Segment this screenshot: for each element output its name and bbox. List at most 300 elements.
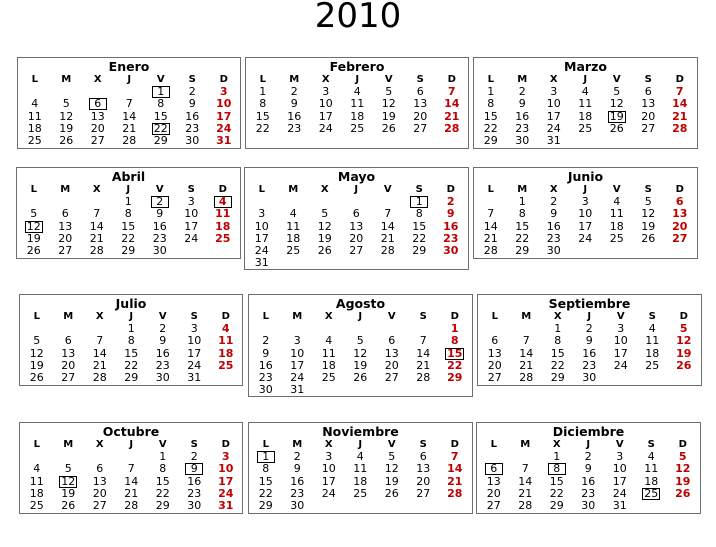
day-number: 24 [612, 486, 627, 500]
day-number: 19 [61, 486, 76, 500]
day-cell [81, 208, 113, 220]
day-cell [250, 348, 282, 360]
day-cell [179, 476, 211, 488]
day-number: 17 [187, 346, 202, 360]
day-cell [53, 463, 85, 475]
month-name: Junio [567, 169, 604, 184]
day-number: 22 [153, 121, 168, 135]
day-number: 2 [188, 85, 196, 99]
day-cell [542, 335, 574, 347]
day-number: 1 [487, 85, 495, 99]
day-number: 19 [384, 474, 399, 488]
day-number: 28 [89, 243, 104, 257]
day-number: 17 [318, 109, 333, 123]
day-number: 1 [159, 450, 167, 464]
day-number: 4 [353, 85, 361, 99]
weekday-header: S [647, 439, 655, 450]
day-cell [604, 500, 636, 512]
weekday-header: L [259, 74, 266, 85]
day-cell [668, 348, 700, 360]
day-number: 29 [549, 498, 564, 512]
weekday-header: J [583, 74, 588, 85]
day-cell [250, 476, 282, 488]
day-number: 1 [127, 322, 135, 336]
day-number: 14 [416, 346, 431, 360]
day-number: 12 [675, 462, 691, 476]
day-cell [408, 476, 440, 488]
day-cell [439, 463, 471, 475]
day-cell [81, 221, 113, 233]
day-cell [475, 135, 507, 147]
day-number: 10 [216, 97, 232, 111]
day-cell [439, 476, 471, 488]
day-cell [664, 233, 696, 245]
day-number: 12 [59, 109, 74, 123]
day-number: 13 [61, 346, 76, 360]
day-number: 27 [487, 370, 502, 384]
day-number: 20 [416, 474, 431, 488]
day-cell [309, 208, 341, 220]
day-number: 30 [582, 370, 597, 384]
day-cell-marked [439, 348, 471, 360]
day-number: 2 [190, 450, 198, 464]
day-cell [475, 245, 507, 257]
weekday-header: L [30, 184, 37, 195]
day-number: 10 [290, 346, 305, 360]
day-number: 11 [29, 474, 44, 488]
day-cell [84, 348, 116, 360]
day-number: 29 [153, 133, 168, 147]
day-cell [21, 348, 53, 360]
day-cell [113, 245, 145, 257]
day-cell [541, 476, 573, 488]
day-cell [570, 221, 602, 233]
weekday-header: D [675, 184, 684, 195]
day-number: 3 [322, 85, 330, 99]
day-cell [408, 488, 440, 500]
day-number: 21 [89, 231, 104, 245]
day-number: 4 [581, 85, 589, 99]
day-number: 1 [553, 450, 561, 464]
weekday-header: L [31, 74, 38, 85]
day-number: 9 [159, 334, 167, 348]
day-number: 9 [262, 346, 270, 360]
day-number: 4 [31, 97, 39, 111]
day-cell [210, 335, 242, 347]
day-cell [667, 476, 699, 488]
day-cell [179, 372, 211, 384]
day-number: 7 [447, 85, 456, 99]
day-number: 28 [122, 133, 137, 147]
day-cell [664, 111, 696, 123]
day-number: 26 [381, 121, 396, 135]
day-number: 19 [609, 109, 624, 123]
day-number: 12 [676, 334, 692, 348]
day-cell [145, 111, 177, 123]
day-cell [510, 476, 542, 488]
day-number: 14 [124, 474, 139, 488]
month-name: Abril [111, 169, 146, 184]
day-cell [507, 98, 539, 110]
day-cell [207, 233, 239, 245]
day-cell [570, 233, 602, 245]
day-cell [208, 111, 240, 123]
day-cell [574, 348, 606, 360]
day-number: 21 [447, 474, 463, 488]
day-number: 29 [258, 498, 273, 512]
day-cell [247, 111, 279, 123]
day-number: 1 [258, 452, 274, 462]
weekday-header: X [92, 184, 101, 195]
day-cell [478, 476, 510, 488]
day-number: 24 [290, 370, 305, 384]
day-cell [313, 488, 345, 500]
day-cell [511, 335, 543, 347]
day-cell [408, 372, 440, 384]
day-number: 3 [581, 195, 589, 209]
day-cell [345, 372, 377, 384]
day-number: 15 [153, 109, 168, 123]
weekday-header: D [678, 439, 687, 450]
day-number: 3 [617, 322, 625, 336]
day-cell [310, 111, 342, 123]
day-number: 23 [185, 121, 200, 135]
day-cell [53, 372, 85, 384]
day-cell [538, 98, 570, 110]
day-number: 8 [259, 97, 267, 111]
day-grid [21, 439, 242, 512]
day-number: 22 [258, 486, 273, 500]
day-cell [373, 111, 405, 123]
day-cell [507, 245, 539, 257]
weekday-header: V [615, 439, 624, 450]
day-number: 19 [26, 231, 41, 245]
day-number: 25 [29, 498, 44, 512]
weekday-header: D [218, 184, 227, 195]
day-number: 28 [483, 243, 498, 257]
month-name: Noviembre [322, 424, 399, 439]
day-cell [177, 135, 209, 147]
day-cell [250, 335, 282, 347]
weekday-header: V [612, 74, 621, 85]
day-cell [637, 335, 669, 347]
day-number: 17 [218, 474, 234, 488]
day-cell [210, 463, 242, 475]
day-number: 30 [443, 243, 459, 257]
day-number: 20 [349, 231, 364, 245]
day-number: 27 [92, 498, 107, 512]
day-cell [345, 476, 377, 488]
day-cell [282, 384, 314, 396]
day-number: 17 [613, 346, 628, 360]
day-number: 28 [444, 121, 460, 135]
day-number: 20 [90, 121, 105, 135]
day-number: 4 [325, 334, 333, 348]
day-number: 18 [644, 474, 659, 488]
day-cell [404, 245, 436, 257]
day-number: 8 [262, 462, 270, 476]
day-cell [19, 135, 51, 147]
day-cell [376, 463, 408, 475]
day-number: 16 [258, 358, 273, 372]
day-cell [633, 123, 665, 135]
day-cell [570, 123, 602, 135]
day-number: 22 [255, 121, 270, 135]
day-cell [479, 372, 511, 384]
day-number: 22 [155, 486, 170, 500]
day-cell [116, 372, 148, 384]
day-number: 23 [290, 486, 305, 500]
day-cell [341, 208, 373, 220]
day-number: 26 [317, 243, 332, 257]
day-number: 7 [96, 334, 104, 348]
day-number: 28 [124, 498, 139, 512]
day-number: 21 [519, 358, 534, 372]
day-number: 10 [187, 334, 202, 348]
day-number: 28 [518, 498, 533, 512]
day-number: 24 [613, 358, 628, 372]
day-number: 4 [289, 207, 297, 221]
weekday-header: V [156, 74, 165, 85]
day-number: 8 [159, 462, 167, 476]
day-number: 1 [411, 197, 427, 207]
day-number: 17 [321, 474, 336, 488]
day-number: 26 [59, 133, 74, 147]
weekday-header: D [450, 439, 459, 450]
day-number: 3 [190, 322, 198, 336]
day-number: 19 [641, 219, 656, 233]
day-number: 24 [318, 121, 333, 135]
weekday-header: M [517, 184, 528, 195]
day-number: 13 [641, 97, 656, 111]
day-number: 20 [92, 486, 107, 500]
day-number: 8 [450, 334, 459, 348]
day-number: 10 [254, 219, 269, 233]
day-number: 6 [416, 85, 424, 99]
weekday-header: D [221, 439, 230, 450]
day-number: 25 [609, 231, 624, 245]
day-cell [408, 463, 440, 475]
day-number: 11 [286, 219, 301, 233]
weekday-header: L [487, 184, 494, 195]
day-cell [81, 245, 113, 257]
day-cell [246, 221, 278, 233]
day-cell [511, 372, 543, 384]
day-number: 22 [549, 486, 564, 500]
day-cell [145, 98, 177, 110]
day-number: 20 [58, 231, 73, 245]
day-cell [601, 221, 633, 233]
weekday-header: X [320, 184, 329, 195]
day-grid [18, 184, 240, 257]
day-number: 30 [290, 498, 305, 512]
day-number: 24 [546, 121, 561, 135]
day-cell [633, 208, 665, 220]
day-cell [144, 245, 176, 257]
day-cell [342, 98, 374, 110]
day-cell [21, 463, 53, 475]
day-number: 14 [518, 474, 533, 488]
month-enero [17, 57, 241, 149]
day-number: 30 [187, 498, 202, 512]
day-cell [435, 208, 467, 220]
day-number: 9 [290, 97, 298, 111]
day-cell [177, 98, 209, 110]
day-cell [475, 221, 507, 233]
weekday-header: M [292, 311, 303, 322]
weekday-header: S [419, 439, 427, 450]
month-name: Octubre [102, 424, 160, 439]
day-cell [19, 111, 51, 123]
day-cell [510, 500, 542, 512]
day-number: 2 [159, 322, 167, 336]
day-number: 30 [546, 243, 561, 257]
weekday-header: J [129, 439, 134, 450]
day-cell [538, 135, 570, 147]
day-number: 13 [90, 109, 105, 123]
day-number: 16 [582, 346, 597, 360]
day-number: 31 [218, 498, 234, 512]
day-number: 6 [90, 99, 106, 109]
weekday-header: L [490, 439, 497, 450]
day-cell [668, 360, 700, 372]
day-number: 10 [321, 462, 336, 476]
weekday-header: M [289, 74, 300, 85]
day-number: 21 [483, 231, 498, 245]
day-cell [113, 221, 145, 233]
day-cell [278, 245, 310, 257]
day-number: 29 [515, 243, 530, 257]
day-cell [51, 135, 83, 147]
day-cell [246, 257, 278, 269]
day-number: 23 [546, 231, 561, 245]
day-number: 24 [254, 243, 269, 257]
day-cell [664, 123, 696, 135]
day-number: 8 [487, 97, 495, 111]
day-cell [247, 123, 279, 135]
weekday-header: S [188, 74, 196, 85]
day-number: 30 [258, 383, 273, 397]
day-number: 15 [550, 346, 565, 360]
day-number: 15 [447, 346, 463, 360]
day-cell [84, 476, 116, 488]
day-cell [21, 372, 53, 384]
day-cell [376, 476, 408, 488]
day-number: 18 [645, 346, 660, 360]
day-number: 11 [350, 97, 365, 111]
day-cell [250, 500, 282, 512]
day-cell [376, 488, 408, 500]
weekday-header: D [446, 184, 455, 195]
day-cell [574, 372, 606, 384]
weekday-header: L [487, 74, 494, 85]
day-cell [19, 98, 51, 110]
month-febrero [245, 57, 469, 149]
day-cell [342, 123, 374, 135]
weekday-header: J [126, 184, 131, 195]
day-number: 2 [290, 85, 298, 99]
day-number: 14 [92, 346, 107, 360]
day-cell [436, 123, 468, 135]
day-number: 9 [186, 464, 202, 474]
day-cell [210, 476, 242, 488]
day-number: 7 [384, 207, 392, 221]
day-cell [176, 221, 208, 233]
day-number: 23 [187, 486, 202, 500]
day-cell [179, 335, 211, 347]
day-number: 26 [384, 486, 399, 500]
day-number: 6 [419, 450, 427, 464]
day-number: 6 [388, 334, 396, 348]
day-number: 19 [29, 358, 44, 372]
day-number: 18 [29, 486, 44, 500]
day-cell-marked [53, 476, 85, 488]
day-cell [84, 335, 116, 347]
day-number: 4 [648, 322, 656, 336]
day-number: 12 [641, 207, 656, 221]
weekday-header: S [190, 439, 198, 450]
weekday-header: J [127, 74, 132, 85]
day-number: 15 [258, 474, 273, 488]
day-number: 31 [290, 383, 305, 397]
day-number: 17 [546, 109, 561, 123]
day-number: 18 [353, 474, 368, 488]
day-number: 25 [286, 243, 301, 257]
day-cell [404, 208, 436, 220]
day-cell [208, 98, 240, 110]
day-cell [601, 98, 633, 110]
day-cell [282, 476, 314, 488]
weekday-header: V [384, 74, 393, 85]
day-cell [309, 221, 341, 233]
day-cell [373, 123, 405, 135]
day-number: 20 [486, 486, 501, 500]
day-grid [250, 439, 472, 512]
day-number: 12 [381, 97, 396, 111]
day-number: 16 [187, 474, 202, 488]
day-cell [511, 348, 543, 360]
day-number: 20 [61, 358, 76, 372]
day-number: 24 [321, 486, 336, 500]
day-number: 1 [450, 322, 459, 336]
day-number: 7 [521, 462, 529, 476]
weekday-header: L [258, 184, 265, 195]
day-cell [573, 476, 605, 488]
day-number: 25 [353, 486, 368, 500]
day-grid [475, 74, 697, 147]
day-cell [84, 372, 116, 384]
day-number: 5 [385, 85, 393, 99]
day-cell [507, 221, 539, 233]
day-number: 17 [290, 358, 305, 372]
day-number: 27 [413, 121, 428, 135]
weekday-header: M [521, 311, 532, 322]
weekday-header: M [517, 74, 528, 85]
day-number: 26 [609, 121, 624, 135]
day-number: 1 [554, 322, 562, 336]
day-number: 21 [416, 358, 431, 372]
month-abril [16, 167, 241, 259]
day-number: 16 [581, 474, 596, 488]
day-number: 1 [124, 195, 132, 209]
month-septiembre [477, 294, 702, 386]
day-number: 30 [581, 498, 596, 512]
day-number: 15 [155, 474, 170, 488]
day-cell [210, 360, 242, 372]
day-number: 8 [124, 207, 132, 221]
day-number: 24 [578, 231, 593, 245]
month-name: Julio [115, 296, 147, 311]
